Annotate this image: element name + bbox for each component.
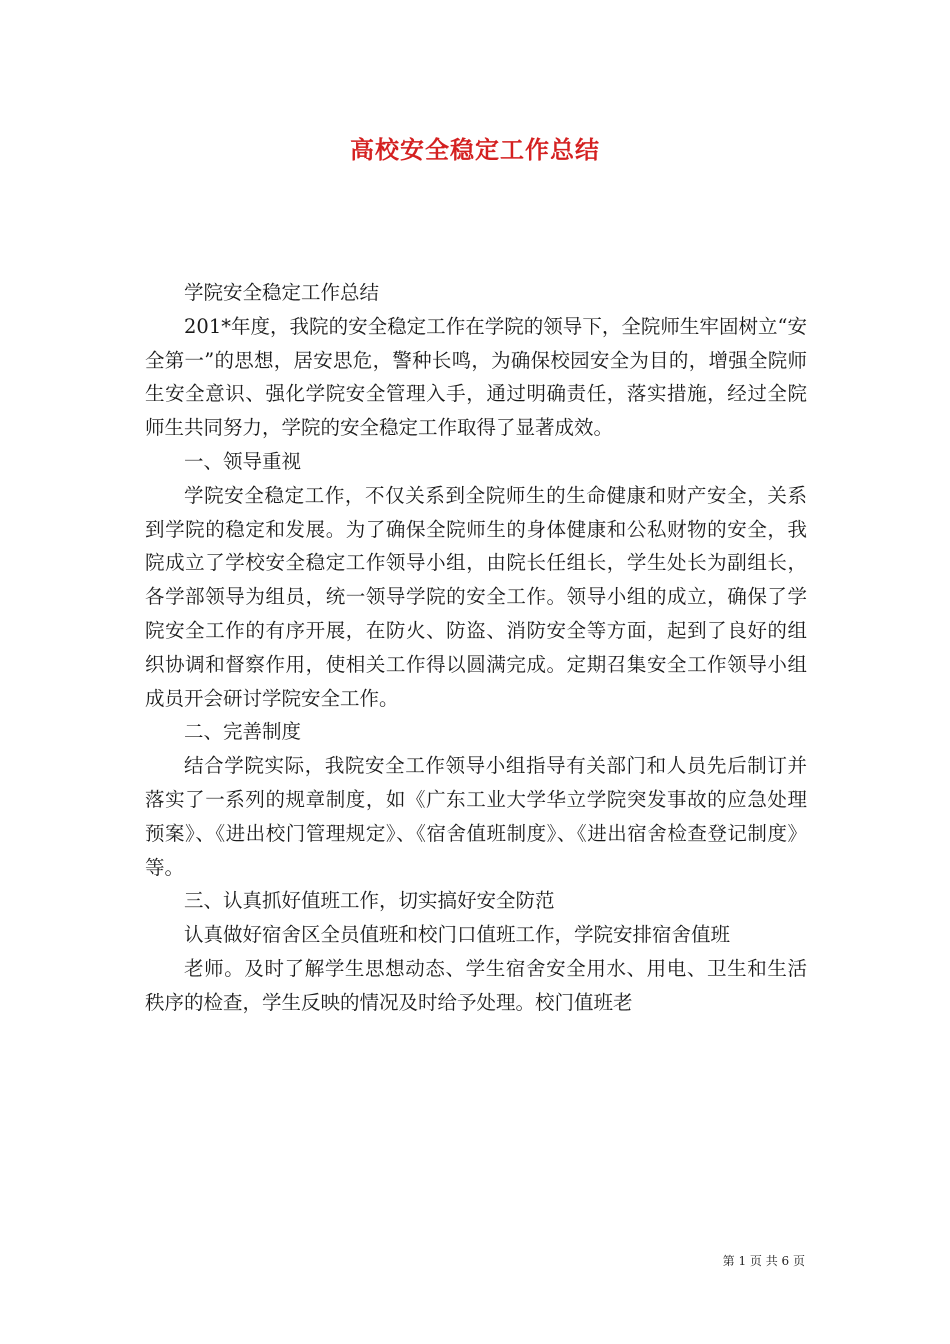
document-body bbox=[145, 276, 807, 1020]
paragraph-intro: 201*年度，我院的安全稳定工作在学院的领导下，全院师生牢固树立“安全第一”的思想，居安思危，警种长鸣，为确保校园安全为目的，增强全院师生安全意识、强化学院安全管理入手，通过明确责任，落实措施，经过全院师生共同努力，学院的安全稳定工作取得了显著成效。 bbox=[145, 314, 807, 440]
document-title: 高校安全稳定工作总结 bbox=[350, 135, 600, 164]
section-heading-3: 三、认真抓好值班工作，切实搞好安全防范 bbox=[184, 889, 555, 913]
paragraph-section-3a: 认真做好宿舍区全员值班和校门口值班工作，学院安排宿舍值班 bbox=[184, 923, 731, 947]
page-number: 第 1 页 共 6 页 bbox=[722, 1254, 805, 1268]
paragraph-subtitle: 学院安全稳定工作总结 bbox=[184, 281, 380, 304]
paragraph-section-1: 学院安全稳定工作，不仅关系到全院师生的生命健康和财产安全，关系到学院的稳定和发展。为了确保全院师生的身体健康和公私财物的安全，我院成立了学校安全稳定工作领导小组，由院长任组长，学生处长为副组长，各学部领导为组员，统一领导学院的安全工作。领导小组的成立，确保了学院安全工作的有序开展，在防火、防盗、消防安全等方面，起到了良好的组织协调和督察作用，使相关工作得以圆满完成。定期召集安全工作领导小组成员开会研讨学院安全工作。 bbox=[145, 483, 807, 710]
paragraph-section-2: 结合学院实际，我院安全工作领导小组指导有关部门和人员先后制订并落实了一系列的规章制度，如《广东工业大学华立学院突发事故的应急处理预案》、《进出校门管理规定》、《宿舍值班制度》、《进出宿舍检查登记制度》等。 bbox=[145, 754, 807, 879]
section-heading-2: 二、完善制度 bbox=[184, 720, 302, 744]
paragraph-section-3b: 老师。及时了解学生思想动态、学生宿舍安全用水、用电、卫生和生活秩序的检查，学生反映的情况及时给予处理。校门值班老 bbox=[145, 956, 807, 1014]
section-heading-1: 一、领导重视 bbox=[184, 449, 302, 473]
